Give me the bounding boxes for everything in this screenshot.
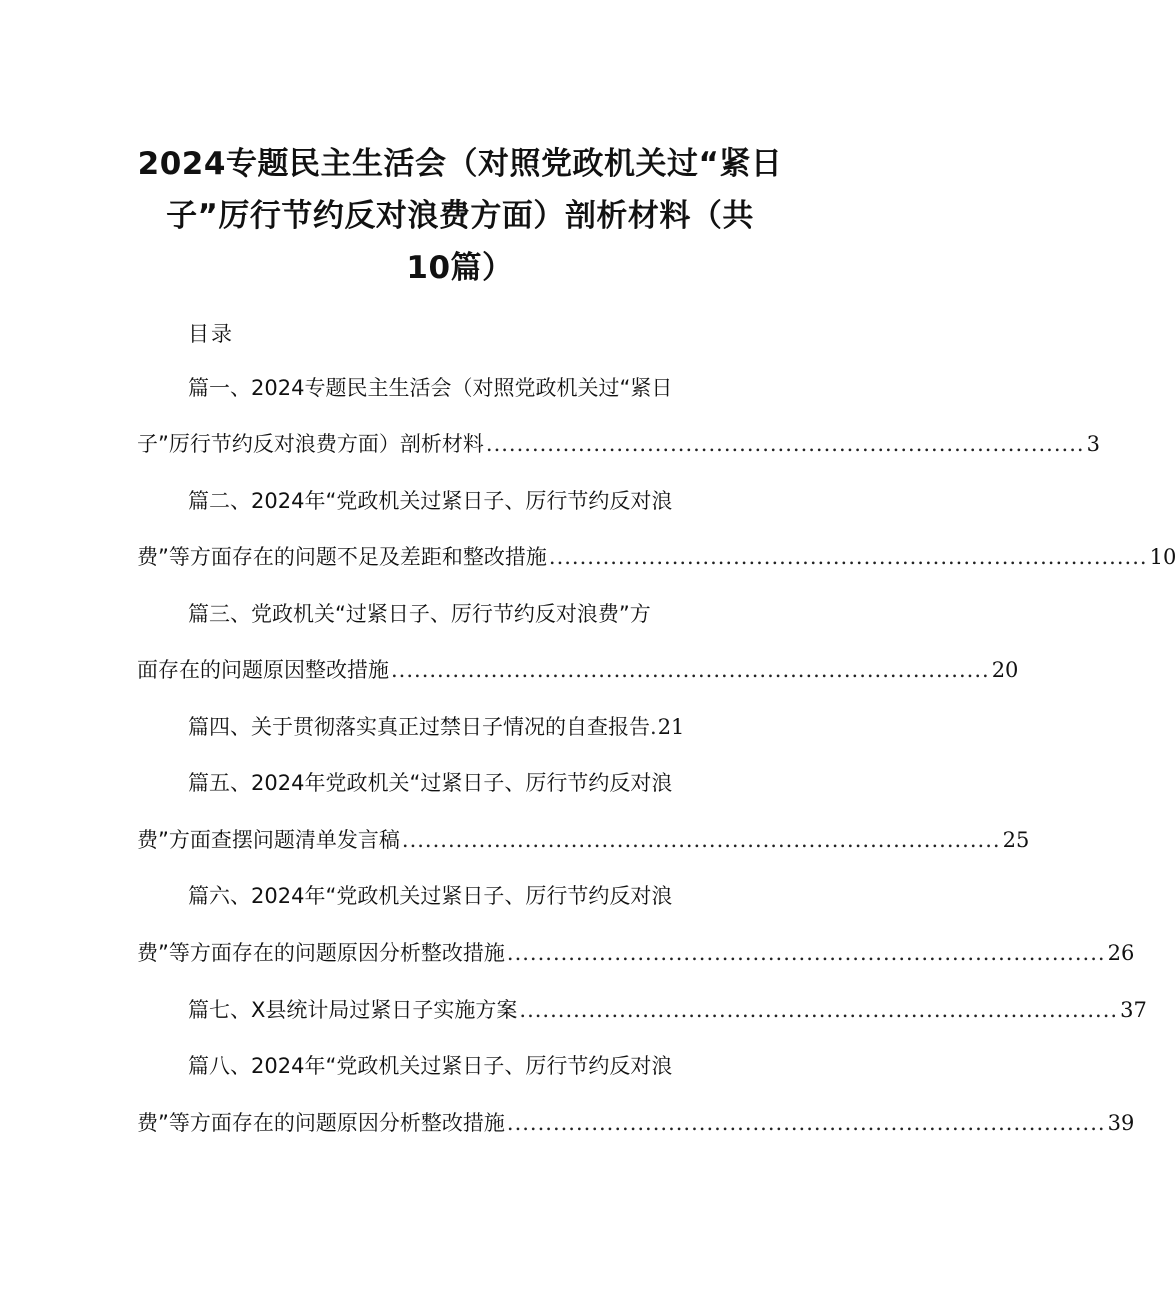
toc-entry-text: 篇二、2024年“党政机关过紧日子、厉行节约反对浪 xyxy=(188,489,673,513)
toc-leader-dots: . xyxy=(650,715,658,739)
title-line: 10篇） xyxy=(406,250,514,286)
title-line: 2024专题民主生活会（对照党政机关过“紧日 xyxy=(137,146,783,182)
toc-entry-3-line2[interactable] xyxy=(137,654,1019,686)
toc-page-number: 26 xyxy=(1107,941,1135,965)
title-line: 子”厉行节约反对浪费方面）剖析材料（共 xyxy=(166,198,754,234)
toc-entry-text: 篇七、X县统计局过紧日子实施方案 xyxy=(188,998,518,1022)
toc-entry-text: 面存在的问题原因整改措施 xyxy=(137,658,389,682)
toc-entry-text: 费”等方面存在的问题不足及差距和整改措施 xyxy=(137,545,547,569)
toc-page-number: 39 xyxy=(1107,1111,1135,1135)
toc-leader-dots: .............................................................................. xyxy=(485,432,1085,456)
toc-entry-8-line1[interactable] xyxy=(188,1050,672,1082)
toc-entry-7[interactable] xyxy=(188,994,1147,1026)
toc-entry-text: 篇三、党政机关“过紧日子、厉行节约反对浪费”方 xyxy=(188,602,651,626)
document-title xyxy=(135,138,785,294)
toc-entry-text: 篇四、关于贯彻落实真正过禁日子情况的自查报告 xyxy=(188,715,650,739)
toc-heading: 目录 xyxy=(188,322,234,346)
toc-leader-dots: .............................................................................. xyxy=(506,1111,1106,1135)
toc-page-number: 3 xyxy=(1086,432,1100,456)
toc-entry-4[interactable] xyxy=(188,711,728,743)
toc-entry-text: 费”方面查摆问题清单发言稿 xyxy=(137,828,400,852)
toc-leader-dots: .............................................................................. xyxy=(401,828,1001,852)
toc-page-number: 25 xyxy=(1002,828,1030,852)
toc-entry-1-line1[interactable] xyxy=(188,372,672,404)
toc-entry-6-line2[interactable] xyxy=(137,937,1135,969)
toc-entry-text: 篇六、2024年“党政机关过紧日子、厉行节约反对浪 xyxy=(188,884,673,908)
toc-leader-dots: .............................................................................. xyxy=(519,998,1119,1022)
toc-leader-dots: .............................................................................. xyxy=(391,658,990,682)
toc-page-number: 37 xyxy=(1120,998,1147,1022)
toc-entry-text: 篇五、2024年党政机关“过紧日子、厉行节约反对浪 xyxy=(188,771,673,795)
toc-page-number: 20 xyxy=(991,658,1019,682)
toc-page-number: 10 xyxy=(1149,545,1176,569)
toc-entry-text: 费”等方面存在的问题原因分析整改措施 xyxy=(137,1111,505,1135)
toc-page-number: 21 xyxy=(657,715,685,739)
toc-entry-2-line2[interactable] xyxy=(137,541,1176,573)
toc-leader-dots: .............................................................................. xyxy=(548,545,1148,569)
toc-entry-6-line1[interactable] xyxy=(188,880,672,912)
toc-entry-1-line2[interactable] xyxy=(137,428,1100,460)
toc-leader-dots: .............................................................................. xyxy=(506,941,1106,965)
toc-entry-5-line1[interactable] xyxy=(188,767,672,799)
toc-entry-5-line2[interactable] xyxy=(137,824,1030,856)
toc-entry-text: 子”厉行节约反对浪费方面）剖析材料 xyxy=(137,432,484,456)
toc-entry-text: 篇一、2024专题民主生活会（对照党政机关过“紧日 xyxy=(188,376,673,400)
toc-entry-text: 费”等方面存在的问题原因分析整改措施 xyxy=(137,941,505,965)
toc-entry-8-line2[interactable] xyxy=(137,1107,1135,1139)
toc-entry-3-line1[interactable] xyxy=(188,598,651,630)
toc-entry-text: 篇八、2024年“党政机关过紧日子、厉行节约反对浪 xyxy=(188,1054,673,1078)
toc-entry-2-line1[interactable] xyxy=(188,485,672,517)
